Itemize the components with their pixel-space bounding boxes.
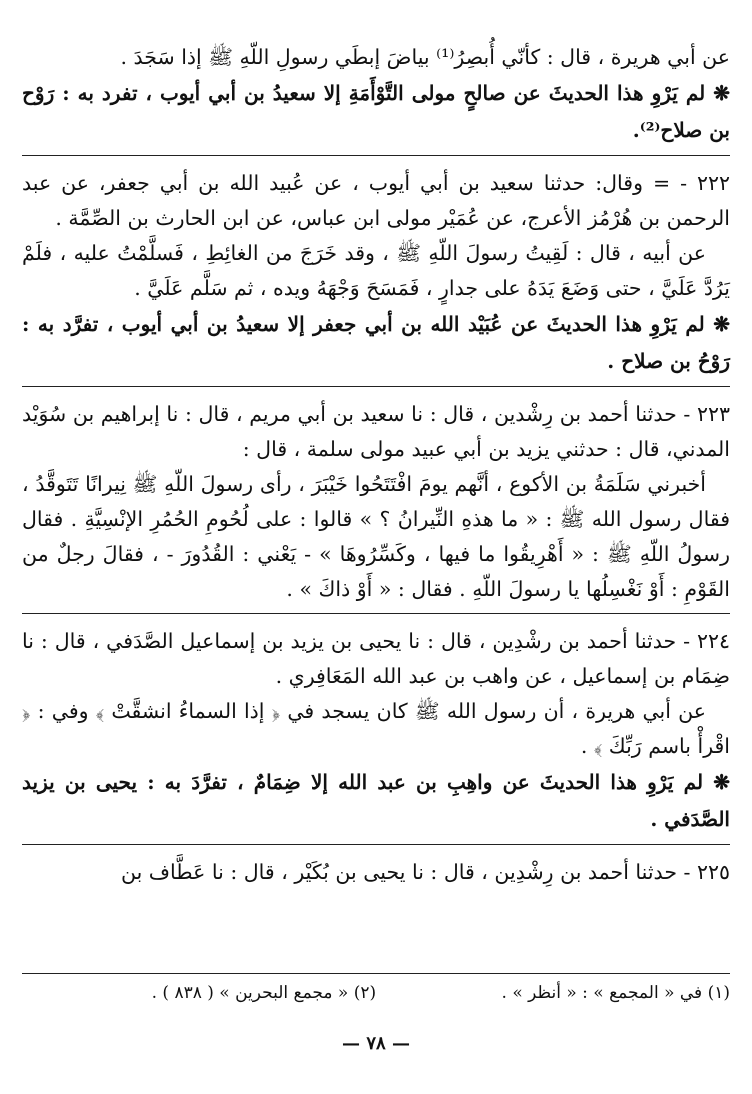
hadith-paragraph: أخبرني سَلَمَةُ بن الأكوع ، أنَّهم يومَ افْتَتَحُوا خَيْبَرَ ، رأى رسولَ اللّهِ ﷺ نِيرانًا تَتَوقَّدُ ، فقال رسول الله ﷺ : « ما هذهِ النِّيرانُ ؟ » قالوا : على لُحُومِ الحُمُرِ الإنْسِيَّةِ . فقال رسولُ اللّهِ ﷺ : « أَهْرِيقُوا ما فيها ، وكَسِّرُوهَا » - يَعْني : القُدُورَ - ، فقالَ رجلٌ من القَوْمِ : أَوْ نَغْسِلُها يا رسولَ اللّهِ . فقال : « أَوْ ذاكَ » . xyxy=(22,472,730,601)
footnote-divider xyxy=(22,973,730,974)
footnote-1: (١) في « المجمع » : « أنظر » . xyxy=(501,983,730,1003)
hadith-paragraph: عن أبيه ، قال : لَقِيتُ رسولَ اللّهِ ﷺ ، وقد خَرَجَ من الغائِطِ ، فَسلَّمْتُ عليه ، فلَمْ يَرُدَّ عَلَيَّ ، حتى وَضَعَ يَدَهُ على جدارٍ ، فَمَسَحَ وَجْهَهُ ويده ، ثم سَلَّم عَلَيَّ . xyxy=(22,241,730,300)
hadith-paragraph: عن أبي هريرة ، أن رسول الله ﷺ كان يسجد في ﴿ إذا السماءُ انشقَّتْ ﴾ وفي : ﴿ اقْرأْ باسم رَبِّكَ ﴾ . xyxy=(22,699,730,758)
page-body xyxy=(22,40,730,890)
footnote-2: (٢) « مجمع البحرين » ( ٨٣٨ ) . xyxy=(151,983,377,1003)
hadith-paragraph: ٢٢٤ - حدثنا أحمد بن رشْدِين ، قال : نا يحيى بن يزيد بن إسماعيل الصَّدَفي ، قال : نا ضِمَام بن إسماعيل ، عن واهب بن عبد الله المَعَافِري . xyxy=(22,629,730,688)
hadith-note: ❋ لم يَرْوِ هذا الحديثَ عن واهِبِ بن عبد الله إلا ضِمَامٌ ، تفرَّدَ به : يحيى بن يزيد الصَّدَفي . xyxy=(22,770,730,831)
hadith-paragraph: ٢٢٥ - حدثنا أحمد بن رِشْدِين ، قال : نا يحيى بن بُكَيْر ، قال : نا عَطَّاف بن xyxy=(120,860,730,884)
section-divider xyxy=(22,613,730,614)
hadith-note: ❋ لم يَرْوِ هذا الحديثَ عن صالحٍ مولى التَّوْأَمَةِ إلا سعيدُ بن أبي أيوب ، تفرد به : رَوْح بن صلاح⁽²⁾. xyxy=(22,81,730,142)
hadith-paragraph: عن أبي هريرة ، قال : كأنّي أُبصِرُ⁽¹⁾ بياضَ إبطَي رسولِ اللّهِ ﷺ إذا سَجَدَ . xyxy=(120,45,730,69)
page-number: — ٧٨ — xyxy=(342,1033,410,1054)
hadith-paragraph: ٢٢٣ - حدثنا أحمد بن رِشْدين ، قال : نا سعيد بن أبي مريم ، قال : نا إبراهيم بن سُوَيْد المدني، قال : حدثني يزيد بن أبي عبيد مولى سلمة ، قال : xyxy=(22,402,730,461)
section-divider xyxy=(22,155,730,156)
footnotes xyxy=(22,978,730,1008)
hadith-paragraph: ٢٢٢ - = وقال: حدثنا سعيد بن أبي أيوب ، عن عُبيد الله بن أبي جعفر، عن عبد الرحمن بن هُرْمُز الأعرج، عن عُمَيْر مولى ابن عباس، عن ابن الحارث بن الصِّمَّة . xyxy=(22,171,730,230)
section-divider xyxy=(22,844,730,845)
section-divider xyxy=(22,386,730,387)
hadith-note: ❋ لم يَرْوِ هذا الحديثَ عن عُبَيْد الله بن أبي جعفر إلا سعيدُ بن أبي أيوب ، تفرَّد به : رَوْحُ بن صلاح . xyxy=(22,312,730,373)
